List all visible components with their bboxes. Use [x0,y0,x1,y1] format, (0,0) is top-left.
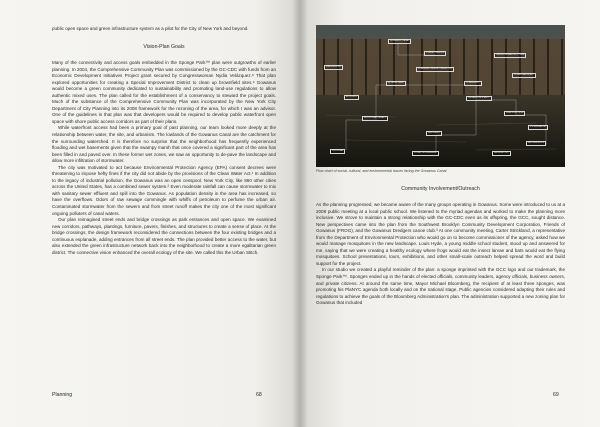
flowchart-label: REGULATORY [494,152,509,155]
flowchart-label: STREET RUNOFF [426,52,445,55]
intro-text [52,26,276,33]
flowchart-label: GREEN INFRASTRUCTURE [496,54,525,57]
flowchart-label: STORMWATER [530,126,546,129]
flowchart-label: BROWNFIELDS [528,142,545,145]
paragraph: Our plan reimagined street ends and bridge crossings as park entrances and open space. We examined new corridors, pathways, plantings, furniture, pavers, finishes, and structures to create a sense of place. At the bridge crossings, the design framework reconsidered the connections between the four existing bridges and a continuous esplanade, adding entrances from all street ends. The plan provided better access to the water, but also extended the green infrastructure network back into the neighborhood to create a more egalitarian green district. The connective vision enhanced the overall ecology of the site. We called this the Urban Stitch. [52,217,276,255]
flowchart-label: CULTURAL [332,150,344,153]
right-heading: Community Involvement/Outreach [401,186,480,192]
intro-paragraph: public open space and green infrastructure system as a pilot for the City of New York and beyond. [52,26,249,31]
flowchart-label: PRIVATE PROPERTY [468,97,490,100]
paragraph: As the planning progressed, we became aware of the many groups operating in Gowanus. Some were introduced to us at a 2008 public meeting at a local public school. We listened to the myriad agendas and worked to make the planning more inclusive. We strove to maintain a strong relationship with the GC-CDC even as its offspring, the GCC, sought distance. New perspectives came into the plan from the Southwest Brooklyn Community Development Corporation, Friends of Gowanus (FROG), and the Gowanus Dredgers canoe club.³ At one community meeting, Carter Strickland, a representative from the Department of Environmental Protection who would go on to become commissioner of the agency, asked how we would manage mosquitoes in the new landscape. Louis Hyde, a young middle school student, stood up and answered for me, saying that we were creating a healthy ecology where frogs would eat the insect larvae and bats would eat the flying mosquitoes. School presentations, tours, exhibitions, and other small-scale outreach helped spread the word and build support for the project. [316,202,565,266]
flowchart-label: GOWANUS CANAL [390,40,410,43]
flowchart-label: INDUSTRIAL LEGACY [364,117,387,120]
flowchart-label: LOCAL GOVERNMENT [414,152,438,155]
page-number-left: 68 [256,392,262,398]
flowchart-photo [316,25,565,167]
flowchart-label: ECOLOGY [346,96,357,99]
flowchart-label: REZONING [428,132,440,135]
flowchart-label: COMMUNITY [466,82,480,85]
paragraph: In our studio we created a playful reminder of the plan: a sponge imprinted with the GCC logo and our trademark, the Sponge Park™. Sponges ended up in the hands of elected officials, community leaders, agency officials, business owners, and private citizens. At around the same time, Mayor Michael Bloomberg, the recipient of at least three sponges, was promoting his PlaNYC agenda both locally and on the national stage. Public agencies considered adapting their rules and regulations to achieve the goals of the Bloomberg Administration's plan. The administration supported a new zoning plan for Gowanus that included [316,267,565,306]
left-heading: Vision-Plan Goals [143,44,185,50]
flowchart-label: PUBLIC ACCESS [506,112,524,115]
flowchart-label: WATERFRONT [326,66,342,69]
flowchart-label: SPONGE PARK [388,82,404,85]
book-spine [292,0,308,427]
left-body [52,60,276,256]
flowchart-label: COMBINED SEWER OVERFLOW [418,68,452,71]
figure-caption: Flow chart of social, cultural, and environmental issues facing the Gowanus Canal. [316,169,448,173]
flowchart-label: CLEAN WATER ACT [514,74,535,77]
paragraph: While waterfront access had been a primary goal of past planning, our team looked more deeply at the relationship between water, the site, and urbanism. The lowlands of the Gowanus Canal are the catchment for the surrounding watershed. It is therefore no surprise that the neighborhood has frequently experienced flooding and wet basements given that the swampy marsh that once covered a significant part of the area has been filled in and paved over. In these former wet zones, we saw an opportunity to de-pave the landscape and allow more infiltration of stormwater. [52,125,276,164]
paragraph: Many of the connectivity and access goals embedded in the Sponge Park™ plan were outgrowths of earlier planning. In 2004, the Comprehensive Community Plan was commissioned by the GC-CDC with funds from an Economic Development Initiatives Project grant secured by Congresswoman Nydia Velázquez.⁸ That plan explored opportunities for creating a Special Improvement District to clean up brownfield sites.⁹ Gowanus would become a green community dedicated to sustainability and promoting land-use regulations to allow authentic mixed uses. The plan called for the establishment of a conservancy to steward the project goals. Much of the substance of the Comprehensive Community Plan was incorporated by the New York City Department of City Planning into its 2008 framework for the rezoning of the area, for which I was an advisor. One of the guidelines in that plan was that developers would be required to develop public waterfront open space with shore public access corridors as part of their plans. [52,60,276,124]
page-number-right: 69 [553,392,559,398]
paragraph: The city was motivated to act because Environmental Protection Agency (EPA) consent decrees were threatening to impose hefty fines if the city did not abide by the provisions of the Clean Water Act.¹ In addition to the legacy of industrial pollution, the Gowanus was an open cesspool. New York City, like 860 other cities across the United States, has a combined sewer system.² Even moderate rainfall can cause stormwater to mix with sanitary sewer effluent and spill into the Gowanus. As population density in the area has increased, so have the overflows. Odors of raw sewage commingle with whiffs of petroleum to perfume the urban air. Contaminated stormwater from the sewers and from street runoff makes the city one of the most significant ongoing polluters of canal waters. [52,164,276,216]
footer-section: Planning [52,392,73,398]
right-body [316,202,565,307]
